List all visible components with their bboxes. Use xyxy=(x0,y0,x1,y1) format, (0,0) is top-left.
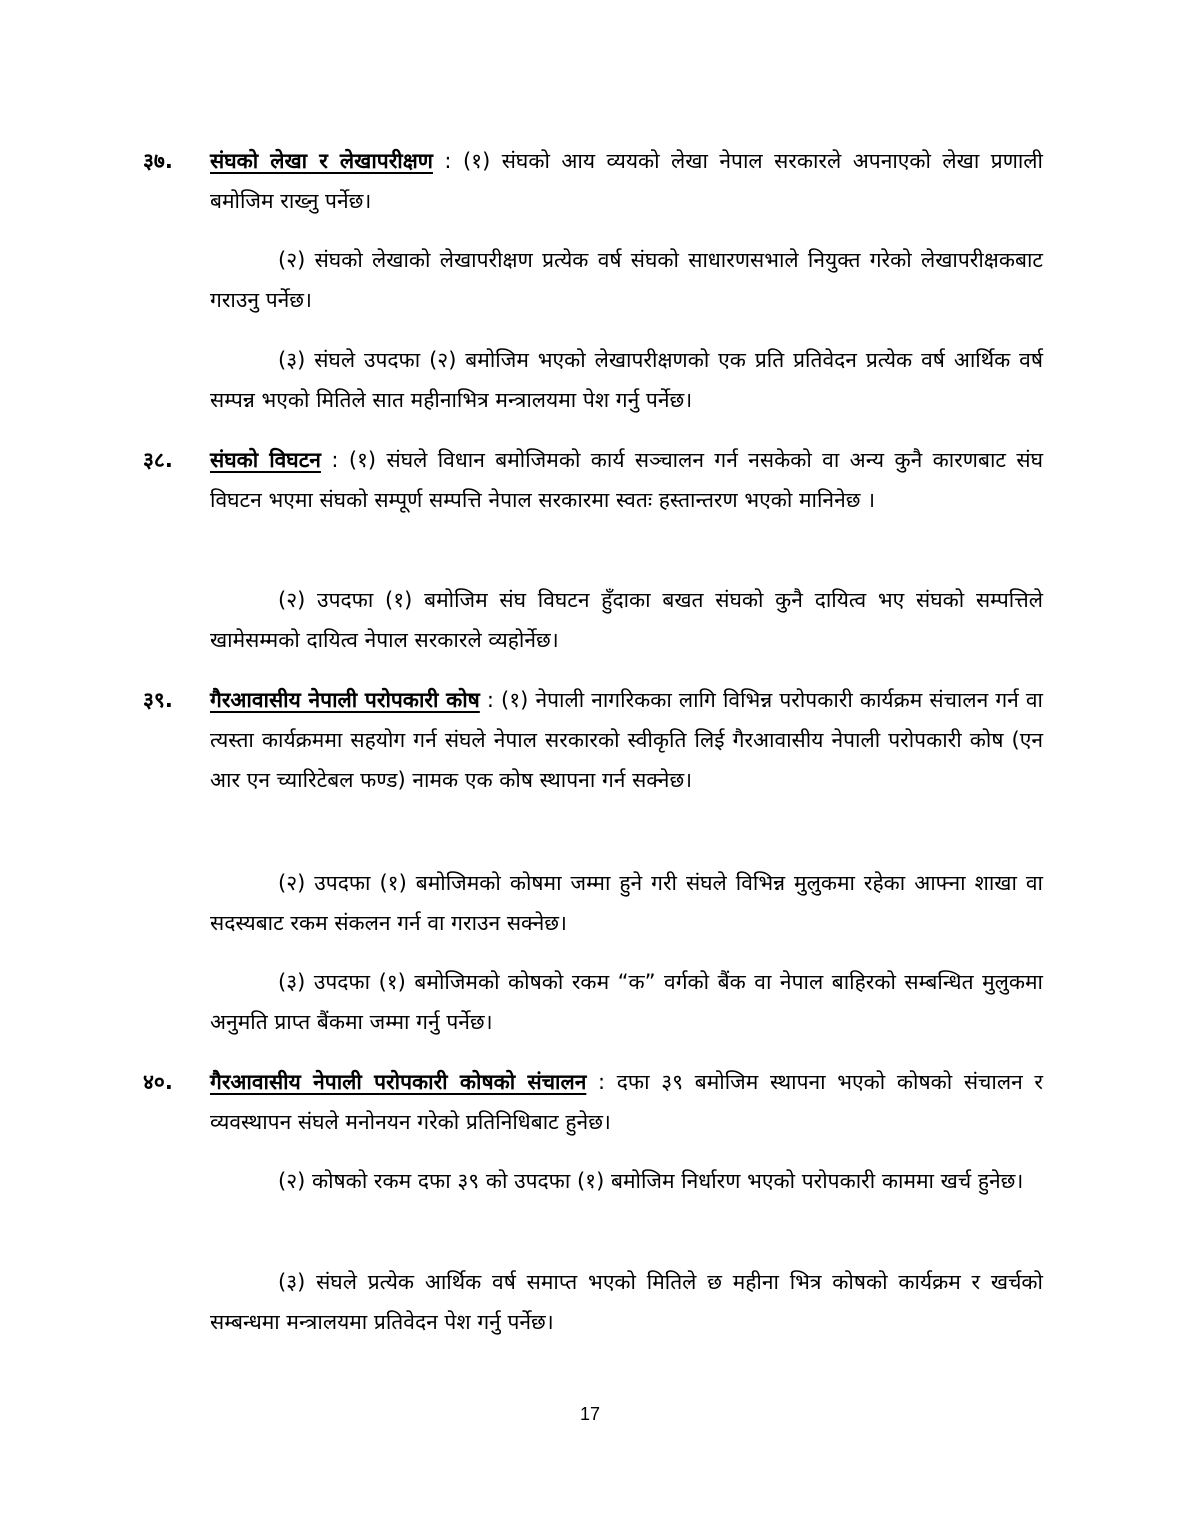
section-first-paragraph xyxy=(210,1062,1043,1142)
section-39-sub-3 xyxy=(143,962,1043,1042)
section-heading: गैरआवासीय नेपाली परोपकारी कोषको संचालन xyxy=(210,1070,587,1094)
section-37-sub-3 xyxy=(143,340,1043,420)
section-37 xyxy=(143,141,1043,221)
section-text: : (१) नेपाली नागरिकका लागि विभिन्न परोपकारी कार्यक्रम संचालन गर्न वा त्यस्ता कार्यक्रममा सहयोग गर्न संघले नेपाल सरकारको स्वीकृति लिई गैरआवासीय नेपाली परोपकारी कोष (एन आर एन च्यारिटेबल फण्ड) नामक एक कोष स्थापना गर्न सक्नेछ। xyxy=(210,688,1043,792)
section-38-sub-2 xyxy=(143,580,1043,660)
section-heading: गैरआवासीय नेपाली परोपकारी कोष xyxy=(210,688,480,712)
section-37-sub-2 xyxy=(143,240,1043,320)
subclause-paragraph: (३) संघले उपदफा (२) बमोजिम भएको लेखापरीक्षणको एक प्रति प्रतिवेदन प्रत्येक वर्ष आर्थिक वर्ष सम्पन्न भएको मितिले सात महीनाभित्र मन्त्रालयमा पेश गर्नु पर्नेछ। xyxy=(210,348,1043,412)
section-text: : (१) संघको आय व्ययको लेखा नेपाल सरकारले अपनाएको लेखा प्रणाली बमोजिम राख्नु पर्नेछ। xyxy=(210,149,1043,213)
subclause-paragraph: (२) उपदफा (१) बमोजिमको कोषमा जम्मा हुने गरी संघले विभिन्न मुलुकमा रहेका आफ्ना शाखा वा सदस्यबाट रकम संकलन गर्न वा गराउन सक्नेछ। xyxy=(210,871,1043,935)
section-heading: संघको विघटन xyxy=(210,448,321,472)
section-number: ४०. xyxy=(143,1070,173,1094)
subclause-paragraph: (२) उपदफा (१) बमोजिम संघ विघटन हुँदाका बखत संघको कुनै दायित्व भए संघको सम्पत्तिले खामेसम्मको दायित्व नेपाल सरकारले व्यहोर्नेछ। xyxy=(210,588,1043,652)
section-number: ३८. xyxy=(143,448,173,472)
section-text: : दफा ३९ बमोजिम स्थापना भएको कोषको संचालन र व्यवस्थापन संघले मनोनयन गरेको प्रतिनिधिबाट हुनेछ। xyxy=(210,1070,1043,1134)
section-40-sub-2 xyxy=(143,1161,1043,1201)
section-heading: संघको लेखा र लेखापरीक्षण xyxy=(210,149,433,173)
section-39 xyxy=(143,680,1043,800)
page-number: 17 xyxy=(579,1404,601,1424)
subclause-paragraph: (२) कोषको रकम दफा ३९ को उपदफा (१) बमोजिम निर्धारण भएको परोपकारी काममा खर्च हुनेछ। xyxy=(278,1169,1024,1193)
section-39-sub-2 xyxy=(143,863,1043,943)
section-first-paragraph xyxy=(210,440,1043,520)
section-first-paragraph xyxy=(210,680,1043,800)
subclause-paragraph: (३) संघले प्रत्येक आर्थिक वर्ष समाप्त भएको मितिले छ महीना भित्र कोषको कार्यक्रम र खर्चको सम्बन्धमा मन्त्रालयमा प्रतिवेदन पेश गर्नु पर्नेछ। xyxy=(210,1270,1043,1334)
section-number: ३७. xyxy=(143,149,173,173)
subclause-paragraph: (३) उपदफा (१) बमोजिमको कोषको रकम “क” वर्गको बैंक वा नेपाल बाहिरको सम्बन्धित मुलुकमा अनुमति प्राप्त बैंकमा जम्मा गर्नु पर्नेछ। xyxy=(210,970,1043,1034)
section-40-sub-3 xyxy=(143,1262,1043,1342)
section-40 xyxy=(143,1062,1043,1142)
section-text: : (१) संघले विधान बमोजिमको कार्य सञ्चालन गर्न नसकेको वा अन्य कुनै कारणबाट संघ विघटन भएमा संघको सम्पूर्ण सम्पत्ति नेपाल सरकारमा स्वतः हस्तान्तरण भएको मानिनेछ । xyxy=(210,448,1044,512)
section-first-paragraph xyxy=(210,141,1043,221)
section-38 xyxy=(143,440,1043,520)
subclause-paragraph: (२) संघको लेखाको लेखापरीक्षण प्रत्येक वर्ष संघको साधारणसभाले नियुक्त गरेको लेखापरीक्षकबाट गराउनु पर्नेछ। xyxy=(210,248,1043,312)
section-number: ३९. xyxy=(143,688,173,712)
